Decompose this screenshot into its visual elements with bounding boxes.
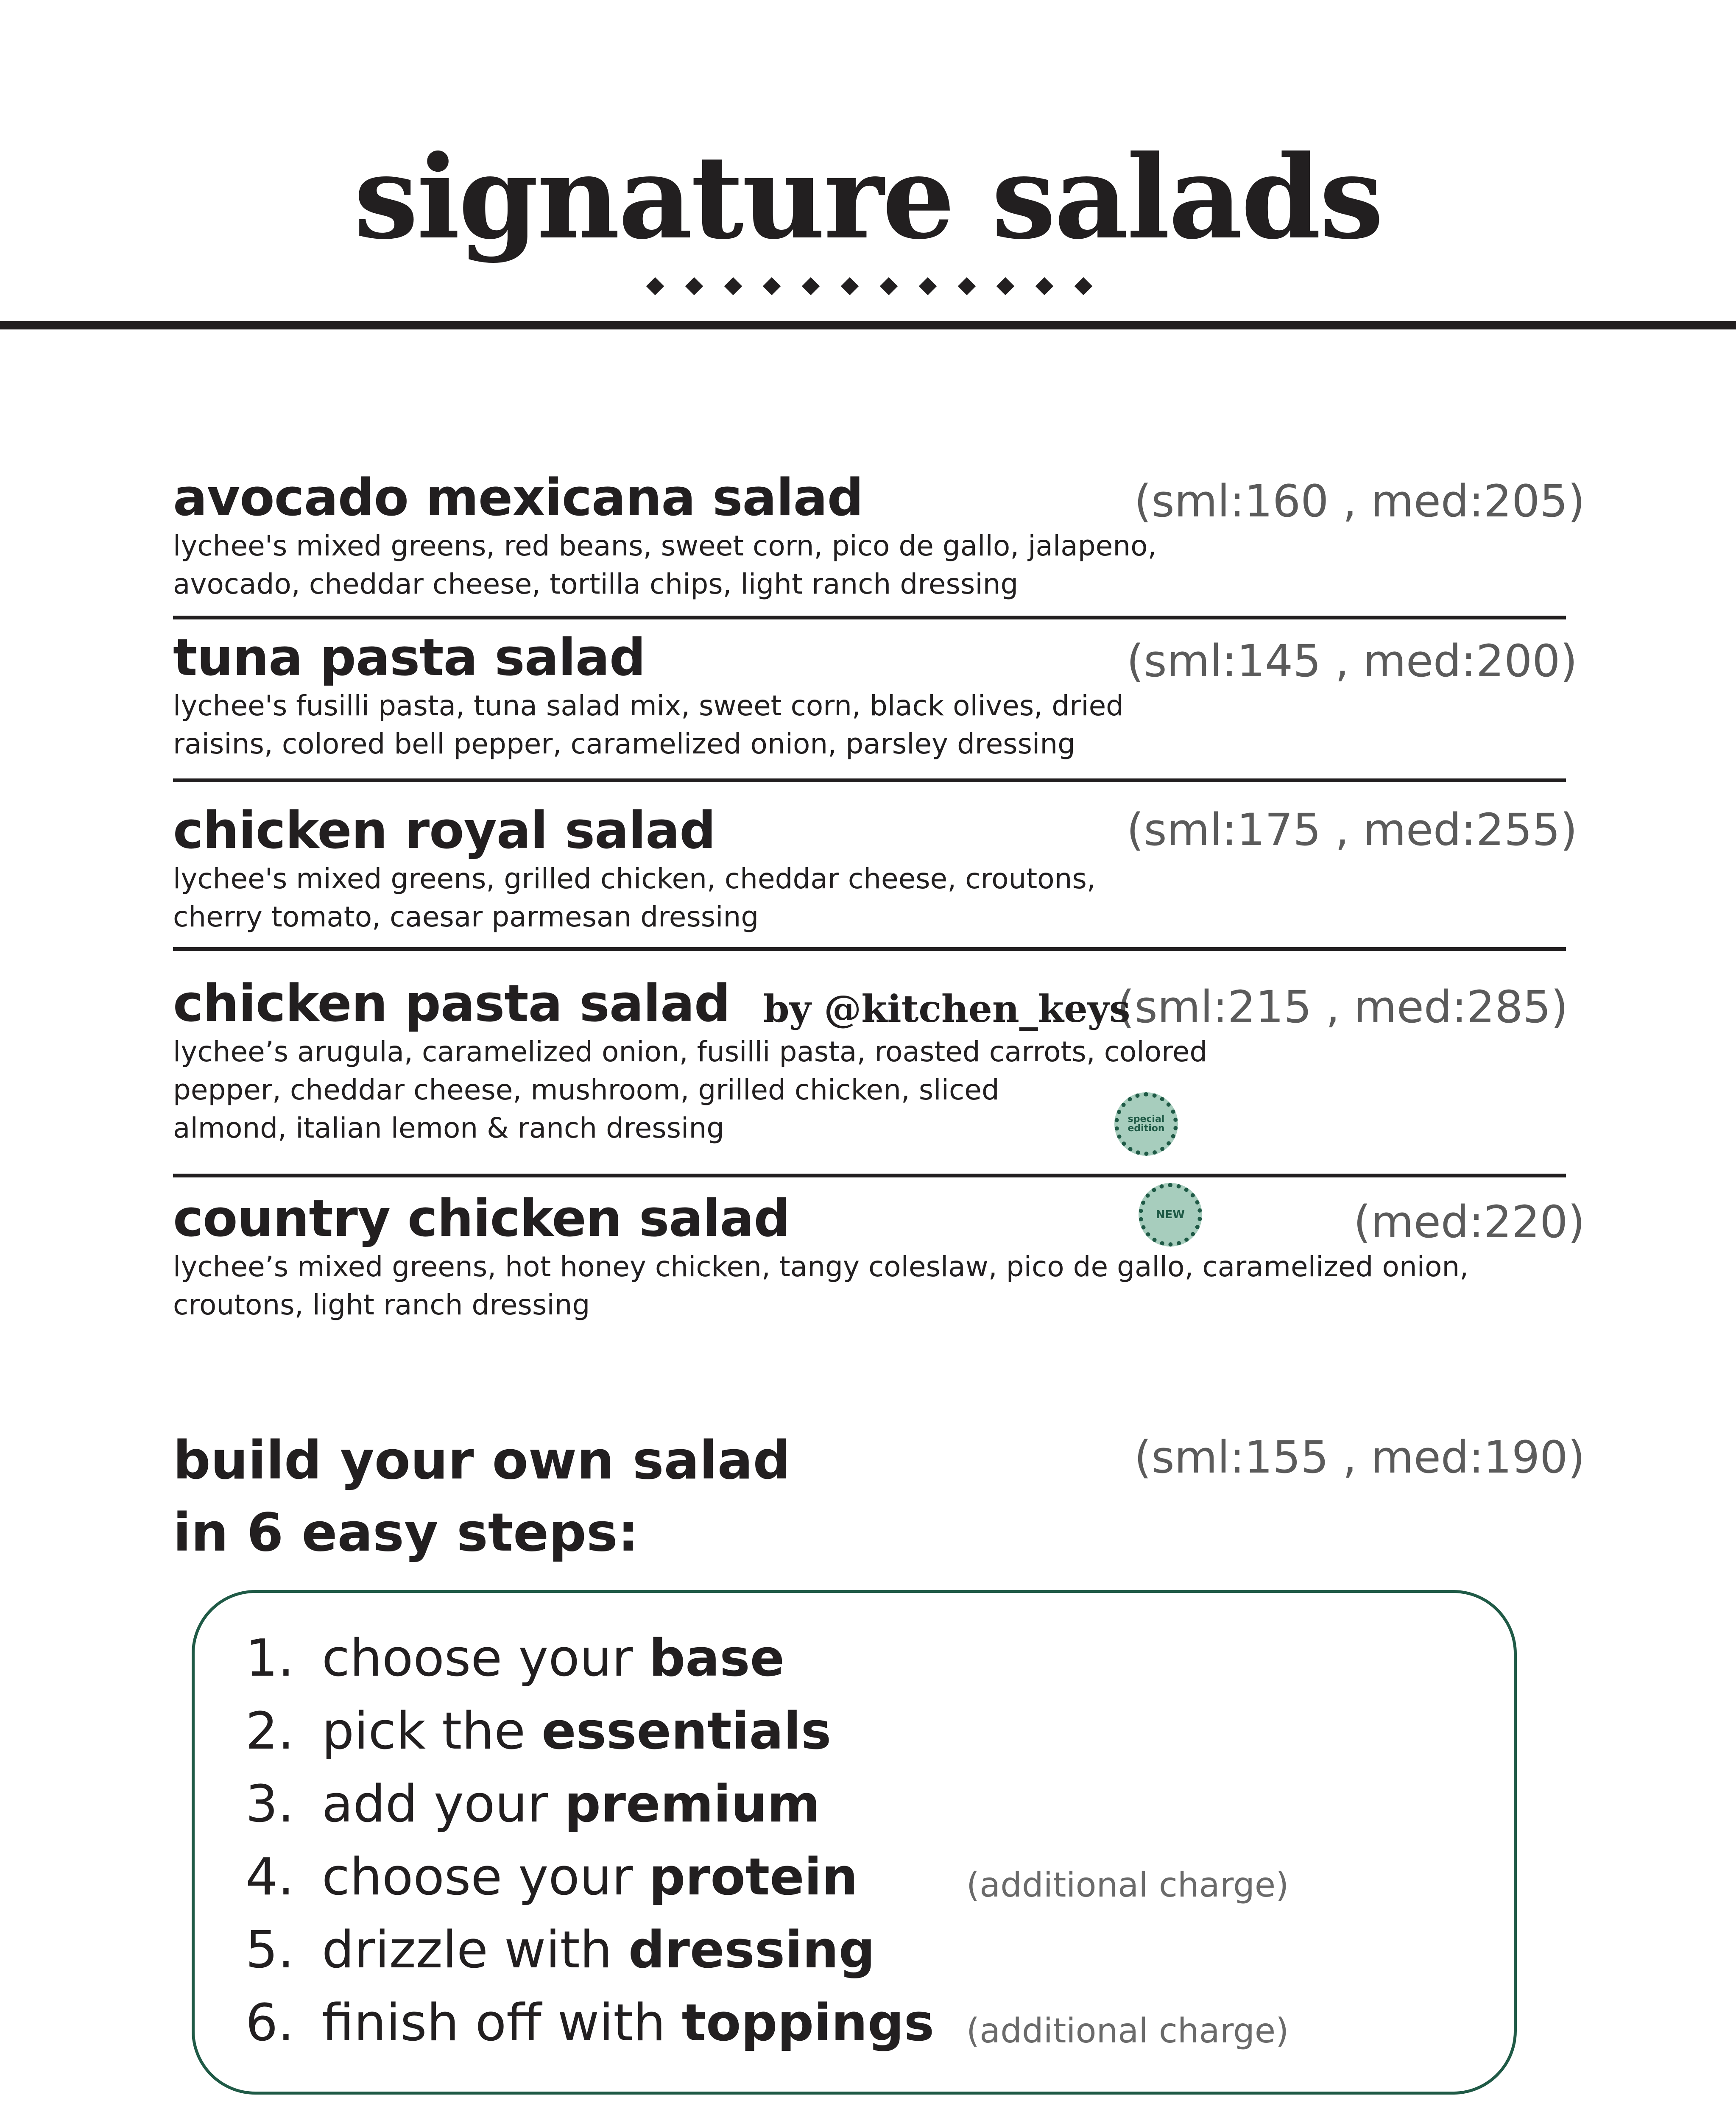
item-price: (sml:215 , med:285) — [1117, 981, 1568, 1033]
description-line: pepper, cheddar cheese, mushroom, grilled chicken, sliced — [173, 1074, 999, 1106]
step-text — [322, 1696, 831, 1768]
step-label: choose your — [322, 1629, 649, 1688]
step-text — [322, 1769, 820, 1841]
step-label: drizzle with — [322, 1921, 628, 1980]
menu-item-tuna-pasta — [173, 628, 1577, 773]
step-text — [322, 1841, 858, 1914]
diamond-icon — [802, 277, 820, 295]
step-keyword: toppings — [681, 1994, 935, 2053]
step-keyword: protein — [649, 1848, 858, 1907]
diamond-icon — [880, 277, 898, 295]
step-label: choose your — [322, 1848, 649, 1907]
item-name: country chicken salad — [173, 1189, 790, 1248]
credit-label: by @kitchen_keys — [763, 987, 1130, 1031]
step-item — [195, 1841, 1509, 1914]
build-your-own-heading — [173, 1425, 790, 1569]
description-line: cherry tomato, caesar parmesan dressing — [173, 901, 759, 933]
additional-charge-note: (additional charge) — [966, 2011, 1289, 2050]
diamond-icon — [1035, 277, 1053, 295]
description-line: lychee’s arugula, caramelized onion, fusilli pasta, roasted carrots, colored — [173, 1035, 1208, 1068]
step-item — [195, 1769, 1509, 1841]
item-name: chicken royal salad — [173, 801, 716, 860]
heading-line: in 6 easy steps: — [173, 1502, 639, 1563]
steps-box — [192, 1590, 1517, 2095]
item-name: avocado mexicana salad — [173, 469, 863, 527]
diamond-icon — [1075, 277, 1092, 295]
diamond-icon — [841, 277, 859, 295]
item-description — [173, 527, 1156, 603]
menu-item-avocado-mexicana — [173, 469, 1585, 613]
item-name: chicken pasta salad — [173, 974, 730, 1033]
step-item — [195, 1623, 1509, 1695]
diamond-icon — [918, 277, 936, 295]
step-keyword: essentials — [541, 1702, 832, 1761]
description-line: almond, italian lemon & ranch dressing — [173, 1112, 725, 1144]
title-divider — [0, 321, 1736, 329]
description-line: lychee's fusilli pasta, tuna salad mix, sweet corn, black olives, dried — [173, 689, 1124, 722]
diamond-icon — [957, 277, 975, 295]
special-edition-badge: special edition — [1114, 1092, 1178, 1156]
diamond-icon — [996, 277, 1014, 295]
step-item — [195, 1914, 1509, 1986]
item-description — [173, 687, 1124, 763]
description-line: lychee’s mixed greens, hot honey chicken, tangy coleslaw, pico de gallo, caramelized onion, — [173, 1250, 1469, 1283]
step-number: 5. — [246, 1921, 294, 1980]
step-label: finish off with — [322, 1994, 682, 2053]
step-text — [322, 1914, 875, 1986]
step-number: 2. — [246, 1702, 294, 1761]
step-number: 6. — [246, 1994, 294, 2053]
diamond-icon — [685, 277, 703, 295]
item-price: (sml:145 , med:200) — [1126, 635, 1577, 687]
diamond-divider — [649, 273, 1090, 299]
step-number: 1. — [246, 1629, 294, 1688]
step-label: pick the — [322, 1702, 542, 1761]
menu-item-chicken-royal — [173, 801, 1577, 946]
item-divider — [173, 1174, 1566, 1177]
item-description — [173, 860, 1096, 936]
diamond-icon — [763, 277, 781, 295]
step-label: add your — [322, 1775, 564, 1834]
item-description — [173, 1248, 1468, 1324]
step-text — [322, 1987, 934, 2059]
item-divider — [173, 616, 1566, 619]
new-badge: NEW — [1139, 1183, 1202, 1247]
step-text — [322, 1623, 784, 1695]
step-keyword: premium — [564, 1775, 821, 1834]
item-divider — [173, 947, 1566, 951]
item-divider — [173, 778, 1566, 782]
step-item — [195, 1987, 1509, 2059]
description-line: lychee's mixed greens, grilled chicken, cheddar cheese, croutons, — [173, 862, 1096, 895]
additional-charge-note: (additional charge) — [966, 1865, 1289, 1905]
item-price: (med:220) — [1354, 1196, 1585, 1248]
heading-line: build your own salad — [173, 1430, 791, 1491]
page-title: signature salads — [354, 130, 1382, 265]
description-line: raisins, colored bell pepper, caramelized onion, parsley dressing — [173, 728, 1076, 760]
step-number: 3. — [246, 1775, 294, 1834]
diamond-icon — [646, 277, 664, 295]
menu-item-country-chicken — [173, 1189, 1585, 1333]
description-line: lychee's mixed greens, red beans, sweet corn, pico de gallo, jalapeno, — [173, 530, 1157, 562]
item-name: tuna pasta salad — [173, 628, 645, 687]
step-keyword: base — [649, 1629, 785, 1688]
description-line: croutons, light ranch dressing — [173, 1289, 590, 1321]
item-price: (sml:160 , med:205) — [1134, 475, 1585, 527]
build-your-own-price: (sml:155 , med:190) — [1134, 1431, 1585, 1483]
description-line: avocado, cheddar cheese, tortilla chips, light ranch dressing — [173, 568, 1019, 600]
step-keyword: dressing — [628, 1921, 875, 1980]
item-price: (sml:175 , med:255) — [1126, 804, 1577, 856]
diamond-icon — [724, 277, 742, 295]
item-description — [173, 1033, 1207, 1147]
step-item — [195, 1696, 1509, 1768]
step-number: 4. — [246, 1848, 294, 1907]
